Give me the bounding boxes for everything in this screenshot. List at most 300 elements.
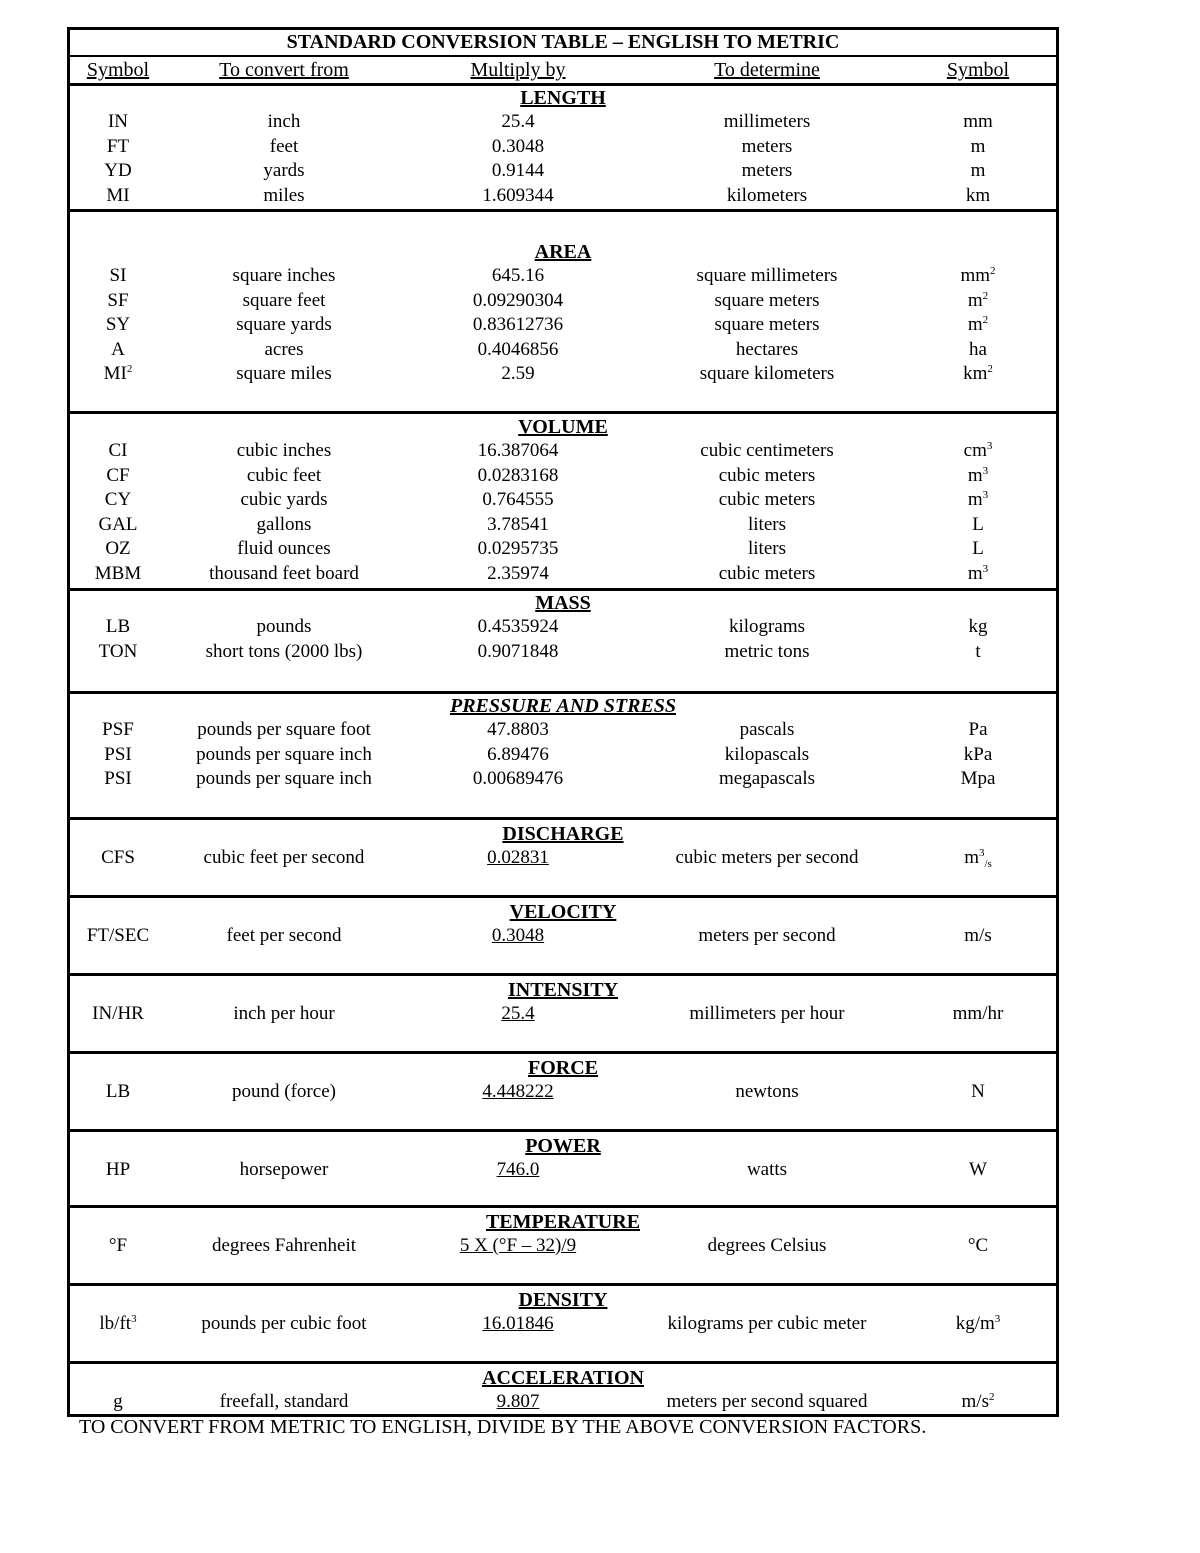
symbol-from-cell [70, 159, 166, 184]
symbol-from-cell [70, 1080, 166, 1105]
section-title-text: VELOCITY [509, 901, 617, 923]
convert-from: square miles [236, 363, 332, 384]
determine-unit: cubic meters per second [675, 847, 859, 868]
determine-unit: square meters [714, 289, 820, 311]
determine-cell [634, 289, 900, 314]
convert-from-cell [166, 1390, 402, 1415]
determine-unit: cubic meters [718, 464, 816, 486]
convert-from-cell [166, 846, 402, 871]
multiply-by-cell [402, 313, 634, 338]
determine-unit: kilopascals [724, 743, 810, 765]
symbol-from-cell [70, 439, 166, 464]
multiply-by-cell [402, 264, 634, 289]
convert-from: pounds per cubic foot [201, 1313, 367, 1334]
conversion-factor: 4.448222 [482, 1081, 554, 1102]
symbol-to-exponent: 3 [986, 440, 993, 452]
conversion-table [67, 27, 1059, 1417]
section-title-text: PRESSURE AND STRESS [449, 695, 676, 717]
determine-cell [634, 488, 900, 513]
section-title-text: MASS [535, 592, 591, 614]
symbol-to: m [967, 489, 983, 510]
table-row [70, 159, 1056, 184]
section-intensity [70, 976, 1056, 1054]
symbol-to-cell [900, 159, 1056, 184]
symbol-to-exponent: 3 [982, 562, 989, 575]
table-row [70, 846, 1056, 871]
multiply-by-cell [402, 1002, 634, 1027]
convert-from-cell [166, 313, 402, 338]
symbol-to-exponent: 2 [990, 265, 996, 277]
symbol-to: °C [967, 1235, 989, 1256]
symbol-to: kg [968, 616, 988, 637]
determine-cell [634, 110, 900, 135]
section-title-intensity [70, 978, 1056, 1002]
determine-cell [634, 615, 900, 640]
symbol-from-cell [70, 924, 166, 949]
symbol-to-cell [900, 110, 1056, 135]
symbol-to-cell [900, 439, 1056, 464]
determine-cell [634, 313, 900, 338]
section-title-area [70, 240, 1056, 264]
symbol-to: W [969, 1159, 987, 1180]
multiply-by-cell [402, 1234, 634, 1259]
symbol-from: °F [108, 1235, 128, 1256]
symbol-from: SY [105, 314, 131, 335]
symbol-from-cell [70, 135, 166, 160]
determine-unit: watts [746, 1159, 788, 1180]
section-title-text: INTENSITY [507, 979, 619, 1001]
sections [70, 86, 1056, 1414]
symbol-from: TON [98, 640, 138, 662]
symbol-from: CY [104, 489, 132, 510]
table-row [70, 718, 1056, 743]
determine-unit: cubic meters [718, 562, 816, 584]
multiply-by-cell [402, 537, 634, 562]
section-title-text: TEMPERATURE [485, 1211, 641, 1233]
convert-from: inch per hour [233, 1003, 335, 1024]
multiply-by-cell [402, 1390, 634, 1415]
symbol-to-exponent: 3 [994, 1313, 1001, 1325]
table-row [70, 537, 1056, 562]
determine-cell [634, 1234, 900, 1259]
convert-from-cell [166, 488, 402, 513]
symbol-from: YD [104, 160, 132, 181]
table-row [70, 513, 1056, 538]
symbol-to-cell [900, 924, 1056, 949]
conversion-factor: 47.8803 [487, 719, 549, 740]
symbol-to-cell [900, 1390, 1056, 1415]
table-row [70, 1234, 1056, 1259]
section-velocity [70, 898, 1056, 976]
determine-cell [634, 537, 900, 562]
section-title-temperature [70, 1210, 1056, 1234]
convert-from: square inches [232, 265, 336, 286]
determine-unit: pascals [739, 719, 795, 740]
table-row [70, 767, 1056, 792]
symbol-to: m [967, 464, 983, 486]
convert-from: feet per second [226, 925, 342, 946]
symbol-to-cell [900, 537, 1056, 562]
symbol-to: m [970, 160, 986, 181]
multiply-by-cell [402, 159, 634, 184]
multiply-by-cell [402, 846, 634, 871]
symbol-to-cell [900, 640, 1056, 665]
table-row [70, 1312, 1056, 1337]
determine-cell [634, 743, 900, 768]
symbol-from: PSI [104, 768, 132, 789]
section-title-text: DISCHARGE [502, 823, 624, 845]
convert-from: freefall, standard [219, 1391, 349, 1412]
convert-from-cell [166, 135, 402, 160]
symbol-from: HP [105, 1159, 131, 1180]
multiply-by-cell [402, 743, 634, 768]
symbol-from: PSI [104, 743, 132, 765]
symbol-to-cell [900, 184, 1056, 209]
convert-from-cell [166, 338, 402, 363]
table-row [70, 1080, 1056, 1105]
determine-cell [634, 362, 900, 387]
symbol-from-cell [70, 488, 166, 513]
section-title-mass [70, 591, 1056, 615]
table-row [70, 1158, 1056, 1183]
section-area [70, 212, 1056, 414]
section-length [70, 86, 1056, 212]
determine-unit: cubic meters [718, 489, 816, 510]
determine-cell [634, 159, 900, 184]
symbol-from-cell [70, 264, 166, 289]
symbol-from: g [113, 1391, 123, 1412]
conversion-factor: 0.9144 [491, 160, 545, 181]
table-row [70, 289, 1056, 314]
table-row [70, 362, 1056, 387]
symbol-to-exponent: 2 [982, 289, 989, 302]
conversion-factor: 9.807 [496, 1391, 540, 1412]
convert-from: feet [269, 135, 299, 157]
multiply-by-cell [402, 184, 634, 209]
symbol-to-cell [900, 1080, 1056, 1105]
table-row [70, 264, 1056, 289]
convert-from: cubic inches [236, 440, 332, 461]
symbol-from-cell [70, 464, 166, 489]
table-row [70, 313, 1056, 338]
table-row [70, 439, 1056, 464]
section-power [70, 1132, 1056, 1208]
convert-from-cell [166, 1080, 402, 1105]
convert-from: pounds per square inch [196, 743, 372, 765]
symbol-from: OZ [105, 538, 131, 559]
symbol-to-subscript: /s [984, 858, 992, 870]
conversion-factor: 6.89476 [487, 743, 549, 765]
section-title-length [70, 86, 1056, 110]
convert-from: fluid ounces [237, 538, 331, 559]
determine-unit: hectares [735, 338, 799, 360]
symbol-from-cell [70, 338, 166, 363]
convert-from-cell [166, 439, 402, 464]
symbol-to-exponent: 2 [987, 363, 993, 375]
symbol-from-cell [70, 562, 166, 587]
determine-cell [634, 846, 900, 871]
convert-from: cubic yards [240, 489, 328, 510]
determine-unit: metric tons [724, 640, 810, 662]
convert-from-cell [166, 718, 402, 743]
table-row [70, 562, 1056, 587]
symbol-from-cell [70, 110, 166, 135]
multiply-by-cell [402, 718, 634, 743]
symbol-to: kg/m [955, 1313, 995, 1334]
determine-cell [634, 640, 900, 665]
section-title-text: AREA [534, 241, 592, 263]
table-row [70, 1390, 1056, 1415]
conversion-factor: 645.16 [491, 265, 545, 286]
multiply-by-cell [402, 767, 634, 792]
symbol-to: t [975, 640, 981, 662]
determine-unit: cubic centimeters [700, 440, 834, 461]
symbol-from-cell [70, 767, 166, 792]
determine-cell [634, 718, 900, 743]
section-title-text: DENSITY [518, 1289, 608, 1311]
convert-from-cell [166, 924, 402, 949]
determine-cell [634, 338, 900, 363]
symbol-to-cell [900, 846, 1056, 871]
symbol-to: mm [960, 265, 991, 286]
determine-unit: meters per second squared [666, 1391, 868, 1412]
convert-from: pounds per square inch [196, 768, 372, 789]
convert-from: acres [264, 338, 304, 360]
symbol-from-cell [70, 743, 166, 768]
symbol-from: CI [108, 440, 128, 461]
header-symbol-from: Symbol [86, 59, 150, 81]
symbol-to: Pa [968, 719, 988, 740]
section-title-velocity [70, 900, 1056, 924]
determine-cell [634, 264, 900, 289]
determine-unit: square kilometers [699, 363, 835, 384]
table-title: STANDARD CONVERSION TABLE – ENGLISH TO METRIC [70, 30, 1056, 57]
conversion-factor: 0.4535924 [477, 616, 559, 637]
multiply-by-cell [402, 1158, 634, 1183]
symbol-from-cell [70, 537, 166, 562]
symbol-to-cell [900, 615, 1056, 640]
convert-from-cell [166, 362, 402, 387]
determine-unit: meters per second [698, 925, 836, 946]
footnote: TO CONVERT FROM METRIC TO ENGLISH, DIVIDE BY THE ABOVE CONVERSION FACTORS. [79, 1416, 927, 1438]
convert-from: miles [263, 184, 305, 206]
section-mass [70, 591, 1056, 694]
symbol-from-exponent: 2 [126, 363, 133, 375]
multiply-by-cell [402, 464, 634, 489]
header-determine: To determine [714, 59, 820, 81]
header-convert-from: To convert from [219, 59, 349, 81]
symbol-from: CFS [101, 847, 135, 868]
table-row [70, 743, 1056, 768]
determine-unit: liters [748, 513, 786, 535]
section-temperature [70, 1208, 1056, 1286]
section-force [70, 1054, 1056, 1132]
convert-from-cell [166, 464, 402, 489]
symbol-to: km [965, 184, 991, 206]
symbol-to-cell [900, 513, 1056, 538]
table-row [70, 464, 1056, 489]
convert-from: horsepower [239, 1159, 329, 1180]
conversion-factor: 0.3048 [491, 925, 545, 946]
conversion-factor: 16.01846 [482, 1313, 554, 1334]
determine-unit: square millimeters [696, 265, 838, 286]
symbol-from: PSF [102, 719, 134, 740]
conversion-factor: 0.9071848 [477, 640, 559, 662]
determine-cell [634, 439, 900, 464]
determine-unit: liters [748, 538, 786, 559]
symbol-from: MI [106, 184, 130, 206]
symbol-to: m [970, 135, 986, 157]
determine-cell [634, 1080, 900, 1105]
table-row [70, 615, 1056, 640]
symbol-from-cell [70, 513, 166, 538]
symbol-to-cell [900, 743, 1056, 768]
convert-from-cell [166, 1234, 402, 1259]
section-title-power [70, 1134, 1056, 1158]
symbol-to: N [971, 1081, 985, 1102]
conversion-factor: 16.387064 [477, 440, 559, 461]
conversion-factor: 2.35974 [487, 562, 549, 584]
table-row [70, 488, 1056, 513]
conversion-factor: 3.78541 [487, 513, 549, 535]
multiply-by-cell [402, 615, 634, 640]
header-row [70, 57, 1056, 86]
convert-from: pounds per square foot [197, 719, 371, 740]
convert-from: gallons [256, 513, 312, 535]
symbol-to-cell [900, 1002, 1056, 1027]
multiply-by-cell [402, 110, 634, 135]
section-acceleration [70, 1364, 1056, 1414]
symbol-to-cell [900, 362, 1056, 387]
section-title-text: FORCE [528, 1057, 598, 1079]
symbol-from: lb/ft [99, 1313, 132, 1334]
symbol-from: FT/SEC [86, 925, 150, 946]
convert-from-cell [166, 615, 402, 640]
symbol-to-cell [900, 562, 1056, 587]
determine-cell [634, 1002, 900, 1027]
convert-from-cell [166, 743, 402, 768]
convert-from-cell [166, 1312, 402, 1337]
symbol-to-exponent: 3 [978, 847, 985, 859]
section-title-volume [70, 415, 1056, 439]
multiply-by-cell [402, 135, 634, 160]
convert-from-cell [166, 184, 402, 209]
convert-from: cubic feet per second [203, 847, 365, 868]
convert-from: yards [263, 160, 305, 181]
determine-unit: meters [741, 135, 793, 157]
convert-from-cell [166, 767, 402, 792]
convert-from-cell [166, 1002, 402, 1027]
symbol-from: MBM [94, 562, 142, 584]
multiply-by-cell [402, 289, 634, 314]
symbol-to: cm [963, 440, 987, 461]
conversion-factor: 0.0295735 [477, 538, 559, 559]
conversion-factor: 5 X (°F – 32)/9 [459, 1235, 577, 1256]
conversion-factor: 0.00689476 [472, 768, 564, 789]
conversion-factor: 746.0 [496, 1159, 540, 1180]
symbol-to: m/s [964, 925, 992, 946]
convert-from: thousand feet board [209, 562, 359, 584]
symbol-to: L [972, 538, 984, 559]
table-row [70, 640, 1056, 665]
symbol-to-cell [900, 264, 1056, 289]
multiply-by-cell [402, 488, 634, 513]
convert-from-cell [166, 110, 402, 135]
symbol-to: km [963, 363, 988, 384]
symbol-to: Mpa [960, 768, 996, 789]
convert-from: degrees Fahrenheit [211, 1235, 357, 1256]
symbol-from: LB [105, 616, 131, 637]
multiply-by-cell [402, 924, 634, 949]
multiply-by-cell [402, 439, 634, 464]
symbol-from: FT [106, 135, 130, 157]
symbol-from-cell [70, 289, 166, 314]
symbol-to: m [964, 847, 979, 868]
conversion-factor: 0.4046856 [477, 338, 559, 360]
section-title-text: VOLUME [518, 416, 608, 438]
convert-from-cell [166, 264, 402, 289]
convert-from: pounds [256, 616, 312, 637]
symbol-from: GAL [98, 513, 138, 535]
convert-from: square yards [236, 314, 332, 335]
multiply-by-cell [402, 562, 634, 587]
determine-unit: megapascals [718, 768, 815, 789]
convert-from: short tons (2000 lbs) [205, 640, 363, 662]
multiply-by-cell [402, 1080, 634, 1105]
symbol-from-cell [70, 1158, 166, 1183]
determine-unit: kilograms per cubic meter [667, 1313, 867, 1334]
symbol-to-cell [900, 313, 1056, 338]
symbol-to: m/s [961, 1391, 989, 1412]
symbol-to-cell [900, 338, 1056, 363]
symbol-to: mm [963, 111, 993, 132]
determine-cell [634, 184, 900, 209]
convert-from: square feet [242, 289, 326, 311]
multiply-by-cell [402, 640, 634, 665]
symbol-to-cell [900, 767, 1056, 792]
symbol-from: A [111, 338, 125, 360]
determine-cell [634, 464, 900, 489]
symbol-to: m [967, 289, 983, 311]
symbol-from-cell [70, 1002, 166, 1027]
determine-unit: degrees Celsius [707, 1235, 827, 1256]
symbol-to-cell [900, 289, 1056, 314]
determine-unit: millimeters [723, 111, 811, 132]
symbol-to-cell [900, 1312, 1056, 1337]
symbol-from-cell [70, 1390, 166, 1415]
section-title-force [70, 1056, 1056, 1080]
symbol-to-exponent: 2 [982, 314, 989, 326]
symbol-from-cell [70, 615, 166, 640]
table-row [70, 924, 1056, 949]
conversion-factor: 0.09290304 [472, 289, 564, 311]
conversion-factor: 0.0283168 [477, 464, 559, 486]
section-title-text: ACCELERATION [482, 1367, 644, 1389]
symbol-to-cell [900, 1158, 1056, 1183]
determine-cell [634, 1158, 900, 1183]
multiply-by-cell [402, 1312, 634, 1337]
convert-from-cell [166, 1158, 402, 1183]
conversion-factor: 1.609344 [482, 184, 554, 206]
symbol-from-cell [70, 362, 166, 387]
conversion-factor: 0.3048 [491, 135, 545, 157]
multiply-by-cell [402, 362, 634, 387]
symbol-from-cell [70, 1312, 166, 1337]
convert-from-cell [166, 289, 402, 314]
conversion-factor: 0.02831 [487, 847, 549, 868]
symbol-to-cell [900, 1234, 1056, 1259]
determine-unit: kilometers [726, 184, 808, 206]
